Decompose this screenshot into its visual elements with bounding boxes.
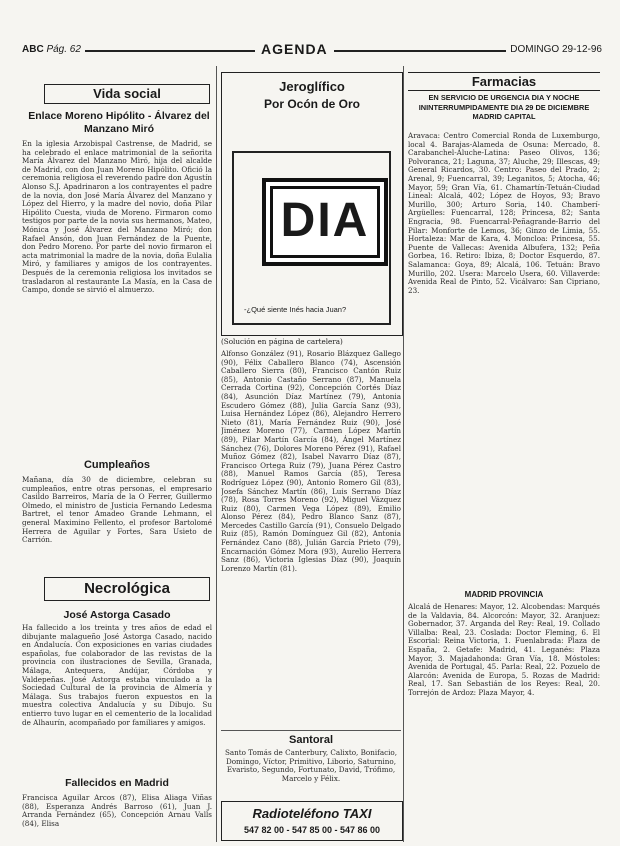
farmacias-capital: Aravaca: Centro Comercial Ronda de Luxemburgo, local 4. Barajas-Alameda de Osuna: Mercado, 8. Carabanchel-Aluche-Latina: Paseo Olivos, 136; Polvoranca, 21; Laguna, 37; Aluche, 29; Illescas, 49; General Ricardos, 30. Centro: Paseo del Prado, 2; Arenal, 9; Fuencarral, 39; Leganitos, 5; Atocha, 46; Mayor, 59; Gran Vía, 61. Chamartín-Tetuán-Ciudad Lineal: Alcalá, 402; López de Hoyos, 93; Bravo Murillo, 300; Arturo Soria, 140. Chamberí-Argüelles: Fuencarral, 128; Princesa, 82; Santa Engracia, 98. Fuencarral-Peñagrande-Barrio del Pilar: Monforte de Lemos, 36; Ginzo de Limia, 55. Hortaleza: Mar de Kara, 4. Moncloa: Princesa, 55. Puente de Vallecas: Avenida Albufera, 132; Peña Gorbea, 16. Retiro: Ibiza, 8; Doctor Esquerdo, 87. Salamanca: Goya, 89; Alcalá, 106. Tetuán: Bravo Murillo, 202. Usera: Marcelo Usera, 60. Villaverde: Avenida Real de Pinto, 52. Vicálvaro: San Cipriano, 23.	[408, 132, 600, 295]
puzzle-word: DIA	[270, 186, 380, 258]
necrologica-heading: Necrológica	[44, 577, 210, 601]
cumpleanos-body: Mañana, día 30 de diciembre, celebran su cumpleaños, entre otras personas, el empresario Casildo Barreiros, María de la O Ferrer, Guillermo Olmedo, el ministro de Justicia Fernando Ledesma Bartret, el tenor Amadeo Grande Lehmann, el general Maximino Fellento, el profesor Bartolomé Herrera de Aguilar y Fortes, Sara Usieto de Carrión.	[22, 476, 212, 545]
taxi-phones: 547 82 00 - 547 85 00 - 547 86 00	[243, 825, 381, 835]
jeroglifico-solution: (Solución en página de cartelera)	[221, 337, 343, 346]
necrologica-body: Ha fallecido a los treinta y tres años de edad el dibujante malagueño José Astorga Casado, nacido en Andalucía. Con exposiciones en varias ciudades españolas, fue colaborador de las revistas de la provincia con ilustraciones de Sevilla, Granada, Málaga, Antequera, Andújar, Córdoba y Valdepeñas. José Astorga estaba vinculado a la Sociedad Cultural de la provincia de Almería y Málaga. Sus trabajos fueron expuestos en la muestra colectiva Andalucía y su Dibujo. Su entierro tuvo lugar en el cementerio de la localidad de Alhaurín, acompañado por familiares y amigos.	[22, 624, 212, 727]
page-header	[22, 41, 602, 58]
jeroglifico-author: Por Ocón de Oro	[263, 97, 360, 111]
divider	[221, 730, 401, 731]
farmacias-intro: EN SERVICIO DE URGENCIA DIA Y NOCHE ININTERRUMPIDAMENTE DIA 29 DE DICIEMBRE MADRID CAPITAL	[418, 93, 590, 121]
header-left: ABC Pág. 62	[22, 44, 85, 55]
santos-list: Alfonso González (91), Rosario Blázquez Gallego (90), Félix Caballero Blanco (74), Ascensión Caballero Sierra (80), Francisco Cantón Ruiz (85), Antonio Castaño Serrano (87), Manuela Cerrada Cortina (92), Concepción Cortés Díaz (84), Asunción Díaz Martínez (79), Antonia Escudero Gómez (88), Julia García Sanz (93), Luisa Hernández López (86), Alejandro Herrero Nieto (81), María Fernández Ruiz (90), José Jiménez Moreno (77), Carmen López Martín (89), Pilar Martín García (84), Ángel Martínez Sánchez (76), Dolores Moreno Pérez (91), Rafael Muñoz Gómez (82), Isabel Navarro Díaz (87), Francisco Ortega Ruiz (79), Juana Pérez Castro (88), Manuel Ramos García (85), Teresa Rodríguez López (90), Antonio Romero Gil (83), Josefa Sánchez Martín (86), Luis Serrano Díaz (78), Rosa Torres Moreno (92), Miguel Vázquez Ruiz (80), Carmen Vega López (89), Emilio Alonso Pérez (84), Pedro Blanco Sanz (87), Mercedes Castillo García (91), Consuelo Delgado Ruiz (85), Ramón Domínguez Gil (82), Antonia Fernández Cano (88), Julián García Prieto (79), Encarnación Gómez Mora (93), Aurelio Herrera Sanz (86), Victoria Iglesias Díaz (90), Joaquín Lorenzo Martín (81).	[221, 350, 401, 573]
taxi-ad	[221, 801, 403, 841]
fallecidos-body: Francisca Aguilar Arcos (87), Elisa Aliaga Viñas (88), Esperanza Andrés Barroso (61), Juan J. Arranda Fernández (65), Concepción Arnau Valls (84), Elisa	[22, 794, 212, 828]
farmacias-provincia: Alcalá de Henares: Mayor, 12. Alcobendas: Marqués de la Valdavia, 84. Alcorcón: Mayor, 32. Aranjuez: Gobernador, 37. Arganda del Rey: Real, 19. Collado Villalba: Real, 23. Coslada: Doctor Fleming, 6. El Escorial: Reina Victoria, 1. Fuenlabrada: Plaza de España, 2. Getafe: Madrid, 41. Leganés: Plaza Mayor, 3. Majadahonda: Gran Vía, 18. Móstoles: Avenida de Portugal, 45. Parla: Real, 22. Pozuelo de Alarcón: Avenida de Europa, 5. Rozas de Madrid: Real, 17. San Sebastián de los Reyes: Real, 20. Torrejón de Ardoz: Plaza Mayor, 4.	[408, 603, 600, 697]
puzzle-sign	[262, 178, 388, 266]
puzzle-question: -¿Qué siente Inés hacia Juan?	[244, 305, 347, 314]
header-date: DOMINGO 29-12-96	[506, 44, 602, 55]
fallecidos-heading: Fallecidos en Madrid	[65, 777, 169, 789]
taxi-name: Radioteléfono TAXI	[252, 806, 372, 821]
section-title: AGENDA	[255, 41, 334, 57]
column-rule	[216, 66, 217, 842]
santoral-heading: Santoral	[288, 734, 333, 746]
jeroglifico-box	[221, 72, 403, 336]
farmacias-provincia-heading: MADRID PROVINCIA	[464, 590, 544, 599]
cumpleanos-heading: Cumpleaños	[83, 459, 150, 471]
necrologica-title: José Astorga Casado	[63, 609, 171, 621]
vida-social-heading: Vida social	[44, 84, 210, 104]
article-title: Enlace Moreno Hipólito - Álvarez del Manzano Miró	[28, 110, 210, 135]
article-body: En la iglesia Arzobispal Castrense, de Madrid, se ha celebrado el enlace matrimonial de la señorita María Álvarez del Manzano Miró, hija del alcalde de Madrid, con don Juan Moreno Hipólito. Ofició la ceremonia religiosa el reverendo padre don Agustín Alonso S.J. Apadrinaron a los contrayentes el padre de la novia, don José María Álvarez del Manzano y López del Hierro, y la madre del novio, doña Pilar Hipólito Cuesta, viuda de Moreno. Firmaron como testigos por parte de la novia sus hermanos, Mateo, Mónica y José Álvarez del Manzano Miró; don Rafael Ansón, don Juan Fernández de la Puente, don Pedro Moreno. Por parte del novio firmaron el acta matrimonial la madre de la novia, doña Eulalia Miró, y familiares y amigos de los contrayentes. Después de la ceremonia religiosa los invitados se trasladaron al restaurante La Masía, en la Casa de Campo, donde se sirvió el almuerzo.	[22, 140, 212, 295]
santoral-body: Santo Tomás de Canterbury, Calixto, Bonifacio, Domingo, Víctor, Primitivo, Liborio, Saturnino, Evaristo, Segundo, Fortunato, David, Trófimo, Marcelo y Félix.	[224, 749, 398, 783]
farmacias-heading: Farmacias	[408, 72, 600, 91]
jeroglifico-title: Jeroglífico	[279, 79, 345, 94]
column-rule	[403, 66, 404, 842]
